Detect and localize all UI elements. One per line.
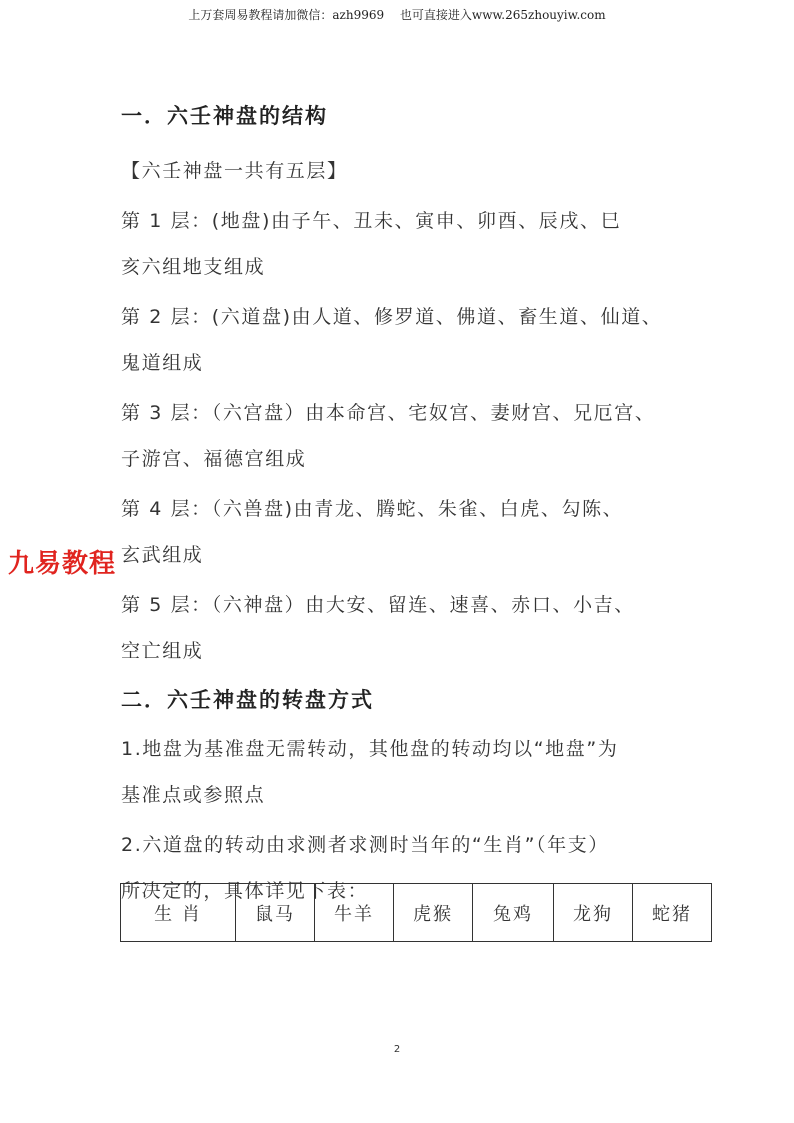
section1-subtitle: 【六壬神盘一共有五层】 [121,160,348,182]
layer-line: 第 1 层：(地盘)由子午、丑未、寅申、卯酉、辰戌、巳 [121,210,622,232]
layer-5 [121,582,681,674]
layer-line: 玄武组成 [121,544,204,566]
layer-line: 亥六组地支组成 [121,256,266,278]
section1-title: 一．六壬神盘的结构 [121,104,328,128]
top-banner: 上万套周易教程请加微信：azh9969 也可直接进入www.265zhouyiw.com [188,8,606,22]
table-cell: 鼠马 [236,884,315,942]
item-line: 所决定的，具体详见下表： [121,880,369,902]
item-line: 基准点或参照点 [121,784,266,806]
layer-line: 第 3 层：（六宫盘）由本命宫、宅奴宫、妻财宫、兄厄宫、 [121,402,656,424]
layer-line: 第 4 层：（六兽盘)由青龙、腾蛇、朱雀、白虎、勾陈、 [121,498,624,520]
layer-2 [121,294,681,386]
section2-title: 二．六壬神盘的转盘方式 [121,688,374,712]
table-cell: 牛羊 [315,884,394,942]
table-cell: 龙狗 [554,884,633,942]
item-line: 1.地盘为基准盘无需转动，其他盘的转动均以“地盘”为 [121,738,619,760]
layer-line: 子游宫、福德宫组成 [121,448,307,470]
table-cell: 兔鸡 [473,884,554,942]
section2-item-1 [121,726,681,818]
layer-line: 第 5 层：（六神盘）由大安、留连、速喜、赤口、小吉、 [121,594,635,616]
table-cell: 蛇猪 [633,884,712,942]
page-number: 2 [393,1044,401,1055]
table-cell: 虎猴 [394,884,473,942]
layer-4 [121,486,681,578]
layer-line: 空亡组成 [121,640,204,662]
main-content [121,100,681,914]
layer-line: 第 2 层：(六道盘)由人道、修罗道、佛道、畜生道、仙道、 [121,306,663,328]
item-line: 2.六道盘的转动由求测者求测时当年的“生肖”（年支） [121,834,609,856]
section1-body [121,148,681,674]
layer-line: 鬼道组成 [121,352,204,374]
layer-1 [121,198,681,290]
layer-3 [121,390,681,482]
watermark-logo: 九易教程 [8,549,117,579]
table-cell-header: 生 肖 [121,884,236,942]
table-row [121,884,712,942]
zodiac-table [120,883,712,942]
